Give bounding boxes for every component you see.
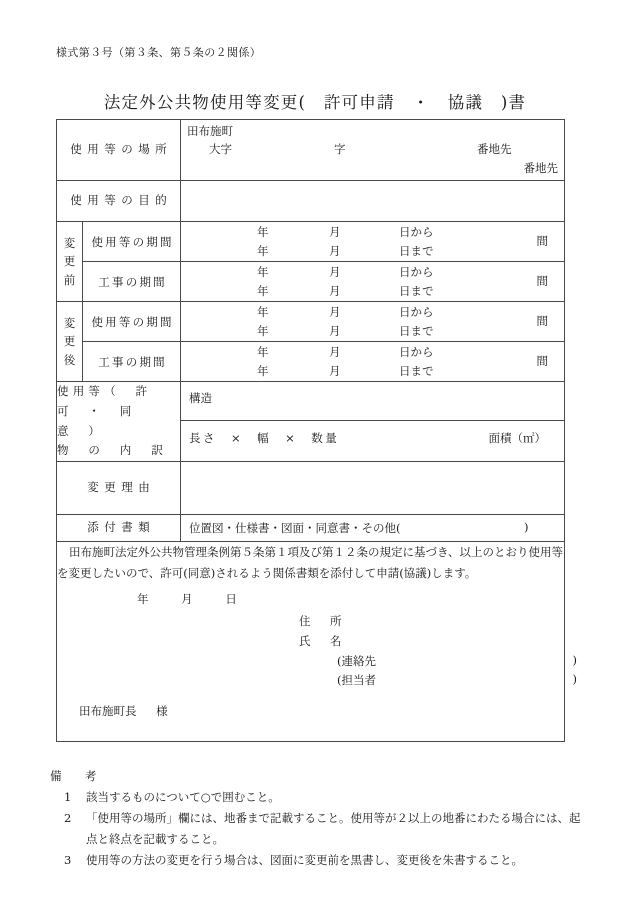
addressee-name: 田布施町長 [79, 703, 137, 718]
breakdown-label-line-1: 使用等（ 許 [57, 384, 152, 398]
reason-value-cell[interactable] [181, 462, 565, 515]
applicant-person-close-paren: ) [572, 671, 577, 686]
before-usage-to-day: 日まで [399, 244, 434, 258]
signature-date-month: 月 [181, 591, 194, 606]
remarks-item-2-number: 2 [64, 811, 72, 826]
reason-label: 変更理由 [57, 462, 181, 515]
after-construction-duration: 間 [536, 354, 548, 368]
remarks-item-3-text: 使用等の方法の変更を行う場合は、図面に変更前を黒書し、変更後を朱書すること。 [86, 853, 523, 868]
reason-value [181, 462, 564, 514]
location-oaza-label: 大字 [209, 142, 232, 156]
after-usage-from-day: 日から [399, 305, 434, 319]
table-row-after-usage-period [57, 302, 565, 342]
after-change-group-label [57, 302, 83, 382]
structure-label: 構造 [189, 391, 212, 406]
applicant-contact-label: (連絡先 [337, 653, 376, 668]
after-usage-from-month: 月 [329, 305, 341, 319]
remarks-item-1 [50, 787, 590, 807]
before-usage-from-year: 年 [257, 225, 269, 239]
after-construction-to-day: 日まで [399, 364, 434, 378]
table-row-attachments [57, 515, 565, 542]
breakdown-label-line-2: 可 ・ 同 意 ） [57, 403, 152, 438]
after-construction-period-label: 工事の期間 [83, 342, 181, 382]
before-construction-from-day: 日から [399, 265, 434, 279]
table-row-before-construction-period [57, 262, 565, 302]
area-label: 面積（㎡） [488, 431, 546, 446]
purpose-value-cell[interactable] [181, 181, 565, 222]
remarks-item-1-number: 1 [64, 790, 72, 804]
remarks-section [50, 768, 590, 872]
structure-row[interactable] [181, 386, 564, 421]
signature-date[interactable] [137, 591, 265, 607]
breakdown-value-cell [181, 382, 565, 462]
after-change-char-3: 後 [63, 352, 76, 367]
before-usage-period-cell[interactable] [181, 222, 565, 262]
table-row-declaration [57, 542, 565, 742]
before-construction-from-month: 月 [329, 265, 341, 279]
declaration-cell [57, 542, 577, 742]
dimensions-row[interactable] [181, 421, 564, 457]
signature-date-year: 年 [137, 591, 149, 606]
location-aza-label: 字 [334, 142, 346, 156]
form-number: 様式第３号（第３条、第５条の２関係） [56, 46, 262, 59]
after-usage-to-year: 年 [257, 324, 269, 338]
application-form-table [56, 119, 577, 742]
declaration-body: 田布施町法定外公共物管理条例第５条第１項及び第１２条の規定に基づき、以上のとおり使用等を変更したいので、許可(同意)されるよう関係書類を添付して申請(協議)します。 [57, 545, 564, 581]
applicant-person-label: (担当者 [337, 672, 376, 687]
after-construction-period-cell[interactable] [181, 342, 565, 382]
purpose-value [181, 181, 564, 221]
before-usage-from-day: 日から [399, 225, 434, 239]
before-usage-duration: 間 [536, 234, 548, 248]
location-banchi-label-2: 番地先 [523, 161, 558, 175]
applicant-person-field[interactable] [337, 672, 577, 688]
table-row-breakdown [57, 382, 565, 462]
before-usage-period-label: 使用等の期間 [83, 222, 181, 262]
after-usage-period-cell[interactable] [181, 302, 565, 342]
attachments-close-paren: ) [524, 520, 529, 535]
remarks-title: 備 考 [50, 769, 103, 783]
before-change-char-3: 前 [63, 272, 76, 287]
before-construction-period-label: 工事の期間 [83, 262, 181, 302]
applicant-name-label: 氏 名 [299, 633, 346, 648]
attachments-value-cell[interactable] [181, 515, 565, 542]
addressee-line [79, 703, 168, 719]
location-banchi-label-1: 番地先 [477, 142, 512, 156]
after-usage-to-day: 日まで [399, 324, 434, 338]
before-construction-to-month: 月 [329, 284, 341, 298]
after-construction-from-month: 月 [329, 345, 341, 359]
after-change-char-2: 更 [63, 334, 76, 349]
table-row-purpose [57, 181, 565, 222]
before-usage-to-year: 年 [257, 244, 269, 258]
after-construction-from-year: 年 [257, 345, 269, 359]
before-construction-duration: 間 [536, 274, 548, 288]
after-usage-from-year: 年 [257, 305, 269, 319]
after-construction-to-year: 年 [257, 364, 269, 378]
before-change-group-label [57, 222, 83, 302]
after-change-char-1: 変 [63, 315, 76, 330]
before-change-char-2: 更 [63, 254, 76, 269]
after-construction-from-day: 日から [399, 345, 434, 359]
after-usage-period-label: 使用等の期間 [83, 302, 181, 342]
table-row-before-usage-period [57, 222, 565, 262]
location-value-cell[interactable] [181, 120, 565, 181]
before-usage-to-month: 月 [329, 244, 341, 258]
breakdown-label [57, 382, 181, 462]
location-town: 田布施町 [187, 124, 233, 138]
applicant-contact-close-paren: ) [572, 652, 577, 667]
dimensions-label: 長さ × 幅 × 数量 [189, 431, 340, 446]
remarks-item-2-text: 「使用等の場所」欄には、地番まで記載すること。使用等が２以上の地番にわたる場合には、起点と終点を記載すること。 [86, 811, 581, 846]
applicant-address-label: 住 所 [299, 613, 346, 628]
remarks-item-3 [50, 850, 590, 870]
remarks-item-2 [50, 808, 590, 849]
before-change-char-1: 変 [63, 235, 76, 250]
table-row-location [57, 120, 565, 181]
location-label: 使用等の場所 [57, 120, 181, 181]
table-row-after-construction-period [57, 342, 565, 382]
page-title: 法定外公共物使用等変更( 許可申請 ・ 協議 )書 [103, 93, 527, 112]
addressee-honorific: 様 [156, 703, 168, 718]
applicant-contact-field[interactable] [337, 653, 577, 669]
signature-block [57, 591, 577, 741]
after-usage-to-month: 月 [329, 324, 341, 338]
attachments-label: 添付書類 [57, 515, 181, 542]
after-usage-duration: 間 [536, 314, 548, 328]
before-construction-to-year: 年 [257, 284, 269, 298]
before-usage-from-month: 月 [329, 225, 341, 239]
purpose-label: 使用等の目的 [57, 181, 181, 222]
remarks-item-3-number: 3 [64, 853, 72, 868]
remarks-item-1-text: 該当するものについて○で囲むこと。 [86, 790, 280, 804]
table-row-reason [57, 462, 565, 515]
signature-date-day: 日 [225, 591, 238, 606]
before-construction-period-cell[interactable] [181, 262, 565, 302]
after-construction-to-month: 月 [329, 364, 341, 378]
attachments-items: 位置図・仕様書・図面・同意書・その他( [189, 521, 401, 536]
before-construction-from-year: 年 [257, 265, 269, 279]
breakdown-label-line-3: 物 の 内 訳 [57, 443, 167, 458]
before-construction-to-day: 日まで [399, 284, 434, 298]
